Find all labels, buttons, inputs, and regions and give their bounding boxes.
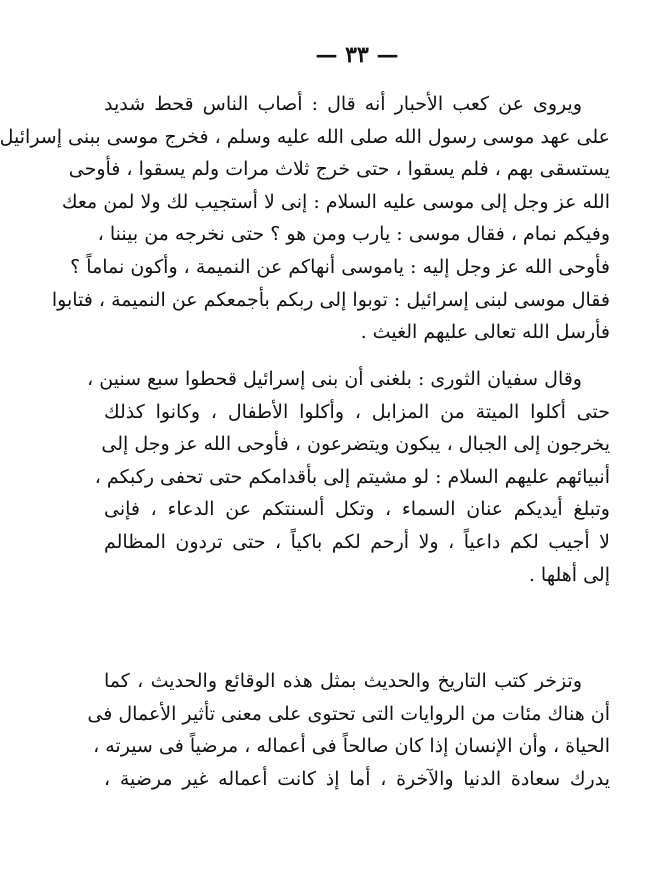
text-line: على عهد موسى رسول الله صلى الله عليه وسلم ، فخرج موسى ببنى إسرائيل (0, 125, 610, 148)
text-line: فقال موسى لبنى إسرائيل : توبوا إلى ربكم بأجمعكم عن النميمة ، فتابوا (51, 288, 610, 311)
page-number: — ٣٣ — (315, 42, 399, 68)
text-line: لا أجيب لكم داعياً ، ولا أرحم لكم باكياً ، حتى تردون المظالم (104, 530, 610, 553)
text-line: أن هناك مئات من الروايات التى تحتوى على معنى تأثير الأعمال فى (87, 702, 610, 725)
text-line: وفيكم نمام ، فقال موسى : يارب ومن هو ؟ حتى نخرجه من بيننا ، (97, 223, 610, 246)
paragraph-1 (0, 88, 610, 349)
paragraph-3 (87, 665, 610, 795)
text-line: أنبيائهم عليهم السلام : لو مشيتم إلى بأقدامكم حتى تحفى ركبكم ، (94, 465, 610, 488)
text-line: يخرجون إلى الجبال ، يبكون ويتضرعون ، فأوحى الله عز وجل إلى (101, 433, 610, 456)
text-line: الله عز وجل إلى موسى عليه السلام : إنى لا أستجيب لك ولا لمن معك (61, 190, 610, 213)
text-line: فأرسل الله تعالى عليهم الغيث . (360, 321, 610, 344)
text-line: إلى أهلها . (528, 563, 610, 586)
text-line: وقال سفيان الثورى : بلغنى أن بنى إسرائيل قحطوا سبع سنين ، (87, 368, 582, 390)
text-line: الحياة ، وأن الإنسان إذا كان صالحاً فى أعماله ، مرضياً فى سيرته ، (93, 735, 610, 758)
text-line: يدرك سعادة الدنيا والآخرة ، أما إذ كانت أعماله غير مرضية ، (104, 767, 610, 790)
text-line: يستسقى بهم ، فلم يسقوا ، حتى خرج ثلاث مرات ولم يسقوا ، فأوحى (68, 158, 610, 181)
text-line: فأوحى الله عز وجل إليه : ياموسى أنهاكم عن النميمة ، وأكون نماماً ؟ (70, 255, 610, 278)
paragraph-2 (87, 363, 610, 591)
text-line: ويروى عن كعب الأحبار أنه قال : أصاب الناس قحط شديد (104, 93, 582, 115)
text-line: وتبلغ أيديكم عنان السماء ، وتكل ألسنتكم عن الدعاء ، فإنى (104, 498, 610, 521)
text-line: حتى أكلوا الميتة من المزابل ، وأكلوا الأطفال ، وكانوا كذلك (104, 400, 610, 423)
text-line: وتزخر كتب التاريخ والحديث بمثل هذه الوقائع والحديث ، كما (104, 670, 582, 692)
